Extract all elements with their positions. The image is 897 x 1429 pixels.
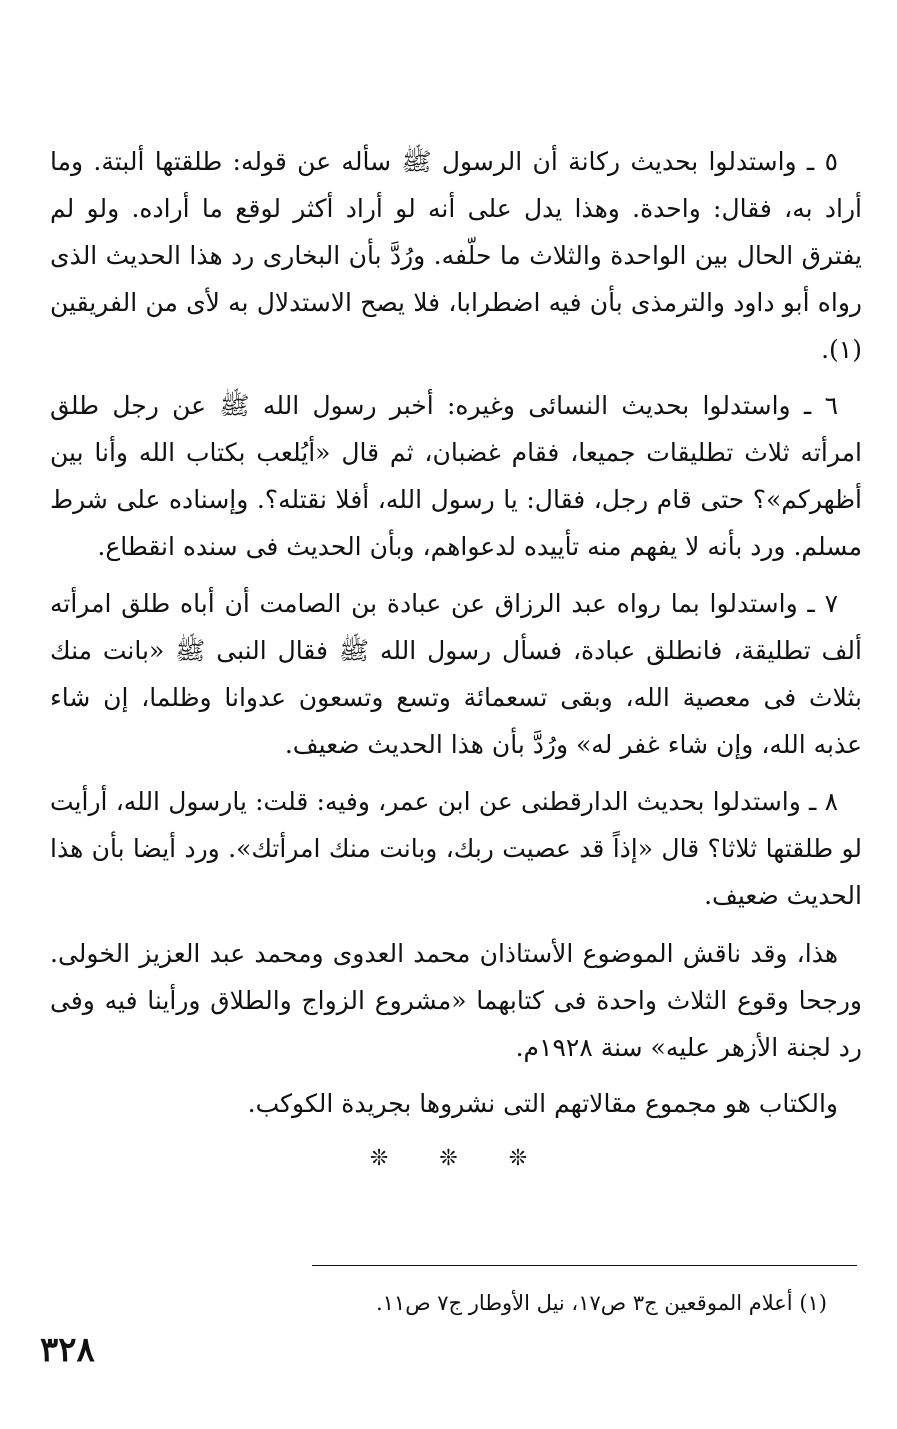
asterisk-icon: ❊ [439,1146,458,1171]
footnote: (١) أعلام الموقعين ج٣ ص١٧، نيل الأوطار ج٧ ص١١. [375,1291,827,1315]
paragraph-6 [50,382,862,570]
paragraph-8 [50,778,862,919]
paragraph-7-text: ٧ ـ واستدلوا بما رواه عبد الرزاق عن عبادة بن الصامت أن أباه طلق امرأته ألف تطليقة، فانطلق عبادة، فسأل رسول الله ﷺ فقال النبى ﷺ «بانت منك بثلاث فى معصية الله، وبقى تسعمائة وتسع وتسعون عدوانا وظلما، إن شاء عذبه الله، وإن شاء غفر له» ورُدَّ بأن هذا الحديث ضعيف. [50,589,862,759]
paragraph-book-note-text: والكتاب هو مجموع مقالاتهم التى نشروها بجريدة الكوكب. [247,1089,838,1118]
paragraph-book-note [50,1080,862,1127]
paragraph-discussion-text: هذا، وقد ناقش الموضوع الأستاذان محمد العدوى ومحمد عبد العزيز الخولى. ورجحا وقوع الثلاث واحدة فى كتابهما «مشروع الزواج والطلاق ورأينا فيه وفى رد لجنة الأزهر عليه» سنة ١٩٢٨م. [50,939,862,1062]
paragraph-5 [50,138,862,373]
paragraph-8-text: ٨ ـ واستدلوا بحديث الدارقطنى عن ابن عمر، وفيه: قلت: يارسول الله، أرأيت لو طلقتها ثلاثا؟ قال «إذاً قد عصيت ربك، وبانت منك امرأتك». ورد أيضا بأن هذا الحديث ضعيف. [50,787,862,910]
footnote-divider [312,1265,857,1266]
page-number: ٣٢٨ [40,1330,95,1370]
paragraph-6-text: ٦ ـ واستدلوا بحديث النسائى وغيره: أخبر رسول الله ﷺ عن رجل طلق امرأته ثلاث تطليقات جميعا، فقام غضبان، ثم قال «أيُلعب بكتاب الله وأنا بين أظهركم»؟ حتى قام رجل، فقال: يا رسول الله، أفلا نقتله؟. وإسناده على شرط مسلم. ورد بأنه لا يفهم منه تأييده لدعواهم، وبأن الحديث فى سنده انقطاع. [50,391,862,561]
paragraph-discussion [50,930,862,1071]
asterisk-icon: ❊ [508,1146,528,1171]
paragraph-7 [50,580,862,768]
section-separator [0,1146,897,1171]
paragraph-5-text: ٥ ـ واستدلوا بحديث ركانة أن الرسول ﷺ سأله عن قوله: طلقتها ألبتة. وما أراد به، فقال: واحدة. وهذا يدل على أنه لو أراد أكثر لوقع ما أراده. ولو لم يفترق الحال بين الواحدة والثلاث ما حلّفه. ورُدَّ بأن البخارى رد هذا الحديث الذى رواه أبو داود والترمذى بأن فيه اضطرابا، فلا يصح الاستدلال به لأى من الفريقين (١). [50,147,862,364]
asterisk-icon: ❊ [369,1146,389,1171]
